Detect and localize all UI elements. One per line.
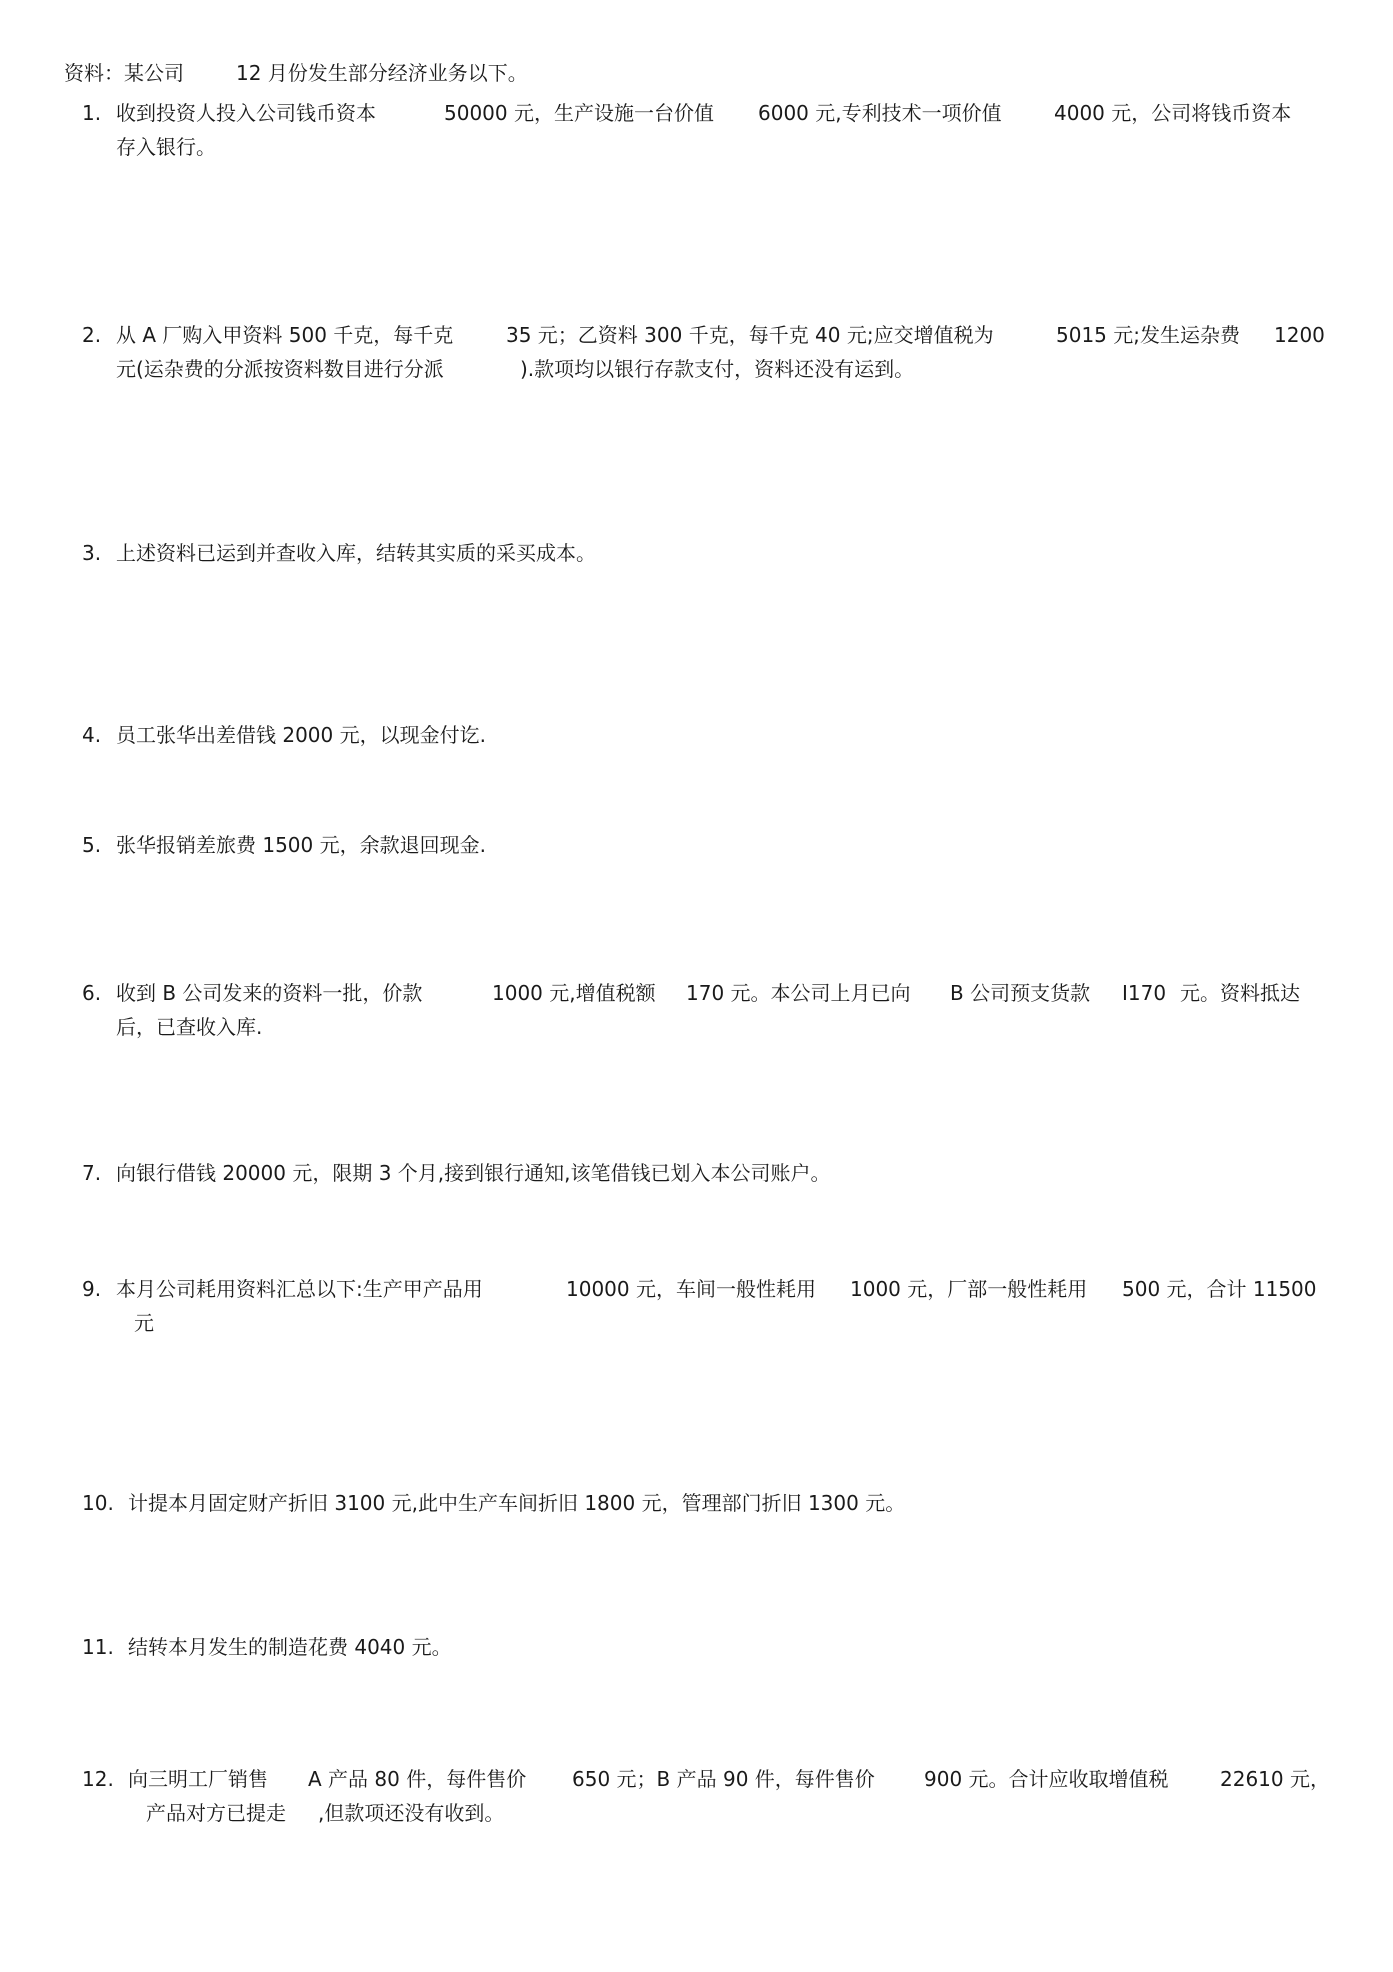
intro-text: 12 月份发生部分经济业务以下。 bbox=[236, 61, 528, 85]
item-text: 产品对方已提走 bbox=[146, 1801, 286, 1825]
item-number: 12. bbox=[82, 1767, 114, 1791]
intro-text: 资料：某公司 bbox=[64, 61, 184, 85]
item-number: 9. bbox=[82, 1277, 102, 1301]
item-text: ).款项均以银行存款支付，资料还没有运到。 bbox=[520, 357, 915, 381]
item-text: 22610 元， bbox=[1220, 1767, 1330, 1791]
item-text: B 公司预支货款 bbox=[950, 981, 1091, 1005]
item-text: 1200 bbox=[1274, 323, 1325, 347]
item-text: 900 元。合计应收取增值税 bbox=[924, 1767, 1169, 1791]
item-text: 向银行借钱 20000 元，限期 3 个月,接到银行通知,该笔借钱已划入本公司账户。 bbox=[116, 1161, 831, 1185]
item-text: 存入银行。 bbox=[116, 135, 216, 159]
item-text: 1000 元,增值税额 bbox=[492, 981, 656, 1005]
item-text: 上述资料已运到并查收入库，结转其实质的采买成本。 bbox=[116, 541, 596, 565]
item-text: 5015 元;发生运杂费 bbox=[1056, 323, 1240, 347]
item-text: 6000 元,专利技术一项价值 bbox=[758, 101, 1002, 125]
item-text: 500 元，合计 11500 bbox=[1122, 1277, 1317, 1301]
item-text: 员工张华出差借钱 2000 元，以现金付讫. bbox=[116, 723, 486, 747]
item-number: 11. bbox=[82, 1635, 114, 1659]
item-text: 张华报销差旅费 1500 元，余款退回现金. bbox=[116, 833, 486, 857]
item-text: ,但款项还没有收到。 bbox=[318, 1801, 505, 1825]
item-number: 1. bbox=[82, 101, 102, 125]
item-text: 收到投资人投入公司钱币资本 bbox=[116, 101, 376, 125]
item-text: 170 元。本公司上月已向 bbox=[686, 981, 911, 1005]
item-text: 元。资料抵达 bbox=[1180, 981, 1300, 1005]
item-text: 本月公司耗用资料汇总以下:生产甲产品用 bbox=[116, 1277, 483, 1301]
item-text: 1000 元，厂部一般性耗用 bbox=[850, 1277, 1088, 1301]
item-text: 10000 元，车间一般性耗用 bbox=[566, 1277, 816, 1301]
item-text: 后，已查收入库. bbox=[116, 1015, 263, 1039]
item-number: 10. bbox=[82, 1491, 114, 1515]
item-number: 5. bbox=[82, 833, 102, 857]
item-text: 计提本月固定财产折旧 3100 元,此中生产车间折旧 1800 元，管理部门折旧 1300 元。 bbox=[128, 1491, 906, 1515]
item-text: A 产品 80 件，每件售价 bbox=[308, 1767, 527, 1791]
item-number: 4. bbox=[82, 723, 102, 747]
item-text: 从 A 厂购入甲资料 500 千克，每千克 bbox=[116, 323, 454, 347]
item-text: 35 元；乙资料 300 千克，每千克 40 元;应交增值税为 bbox=[506, 323, 994, 347]
item-text: 向三明工厂销售 bbox=[128, 1767, 268, 1791]
item-text: 4000 元，公司将钱币资本 bbox=[1054, 101, 1292, 125]
item-number: 6. bbox=[82, 981, 102, 1005]
item-number: 7. bbox=[82, 1161, 102, 1185]
item-text: 元(运杂费的分派按资料数目进行分派 bbox=[116, 357, 444, 381]
item-text: 650 元；B 产品 90 件，每件售价 bbox=[572, 1767, 875, 1791]
item-text: 结转本月发生的制造花费 4040 元。 bbox=[128, 1635, 452, 1659]
item-text: I170 bbox=[1122, 981, 1167, 1005]
item-text: 50000 元，生产设施一台价值 bbox=[444, 101, 714, 125]
item-text: 元 bbox=[134, 1311, 154, 1335]
item-number: 2. bbox=[82, 323, 102, 347]
item-number: 3. bbox=[82, 541, 102, 565]
item-text: 收到 B 公司发来的资料一批，价款 bbox=[116, 981, 423, 1005]
